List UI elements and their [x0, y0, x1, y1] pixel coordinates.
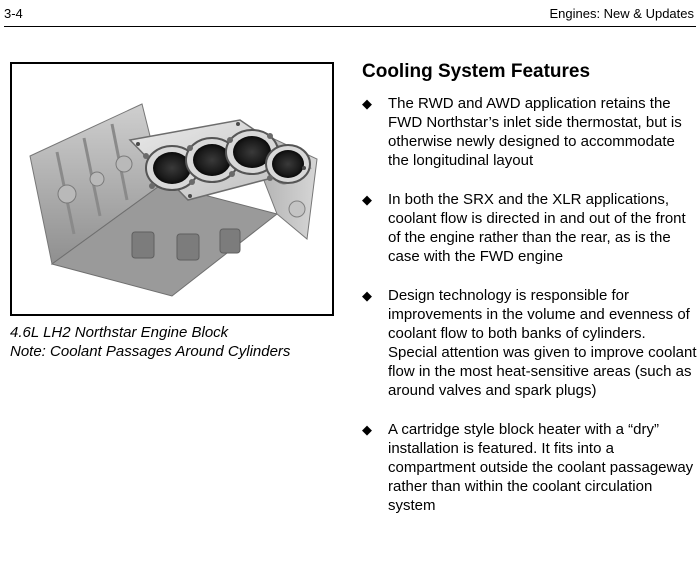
bullet-text: In both the SRX and the XLR applications, coolant flow is directed in and out of the front of the engine rather than the rear, as is the case with the FWD engine	[388, 191, 686, 265]
bullet-text: The RWD and AWD application retains the FWD Northstar’s inlet side thermostat, but is otherwise newly designed to accommodate the longitudinal layout	[388, 95, 682, 169]
bullet-item	[362, 286, 698, 400]
bullet-item	[362, 94, 698, 170]
diamond-bullet-icon: ◆	[362, 96, 372, 111]
caption-line-2: Note: Coolant Passages Around Cylinders	[10, 343, 291, 360]
chapter-title: Engines: New & Updates	[549, 6, 694, 21]
engine-block-illustration	[12, 64, 332, 314]
bullet-item	[362, 420, 698, 515]
page-number: 3-4	[4, 6, 23, 21]
figure-caption	[10, 323, 340, 361]
engine-block-figure	[10, 62, 334, 316]
diamond-bullet-icon: ◆	[362, 288, 372, 303]
diamond-bullet-icon: ◆	[362, 192, 372, 207]
page-header	[4, 4, 696, 27]
feature-bullet-list	[362, 94, 698, 535]
section-title: Cooling System Features	[362, 61, 591, 82]
diamond-bullet-icon: ◆	[362, 422, 372, 437]
bullet-text: Design technology is responsible for improvements in the volume and evenness of coolant flow to both banks of cylinders. Special attention was given to improve coolant flow in the most heat-sensitive areas (such as around valves and spark plugs)	[388, 287, 697, 399]
bullet-item	[362, 190, 698, 266]
bullet-text: A cartridge style block heater with a “dry” installation is featured. It fits into a compartment outside the coolant passageway rather than within the coolant circulation system	[388, 421, 694, 514]
caption-line-1: 4.6L LH2 Northstar Engine Block	[10, 324, 229, 341]
